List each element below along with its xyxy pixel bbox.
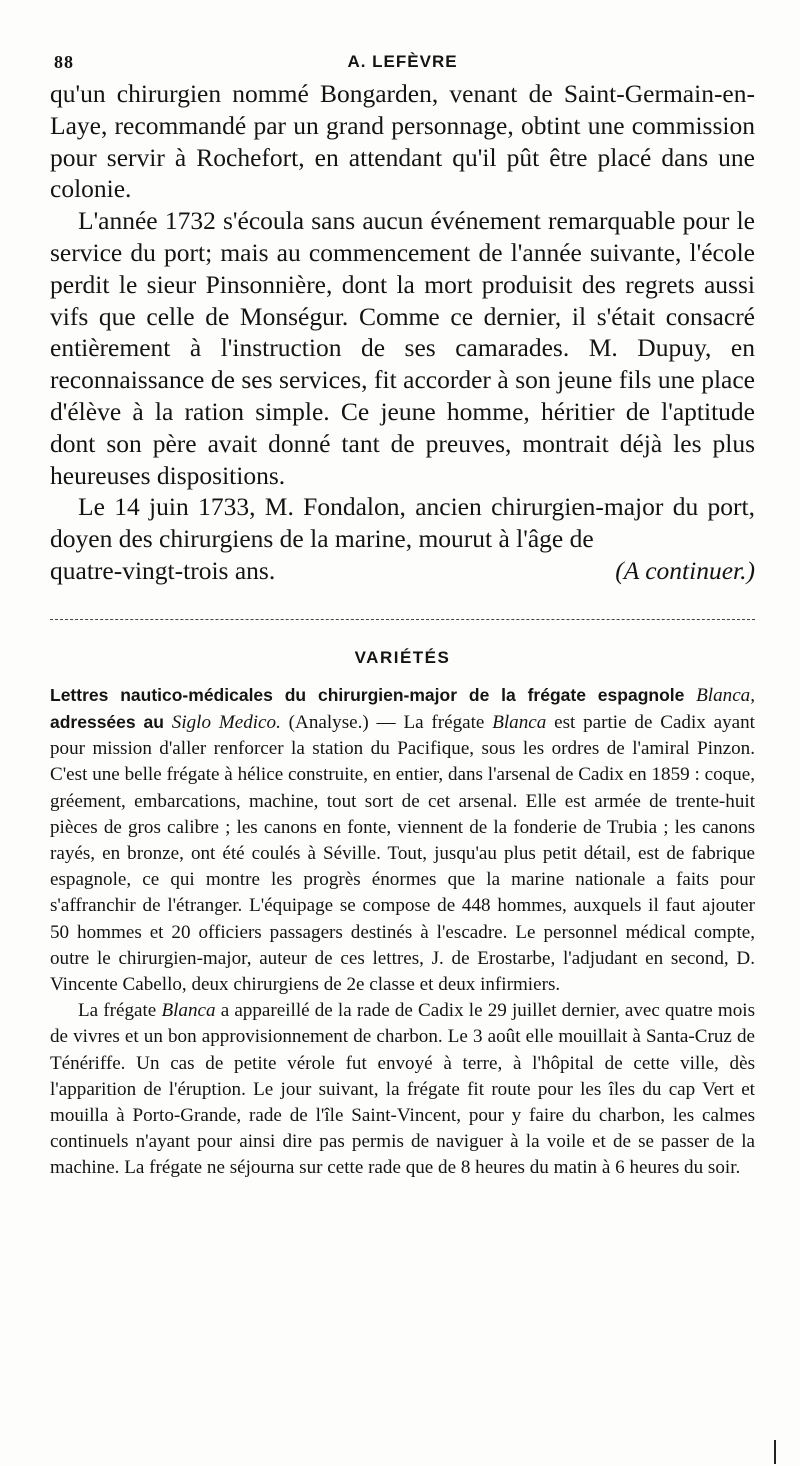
paragraph-1733 (50, 491, 755, 555)
section-title: VARIÉTÉS (354, 647, 451, 667)
ship-name: Blanca, (696, 684, 755, 706)
article-body (50, 78, 755, 587)
page-header (50, 46, 755, 78)
p2-text: a appareillé de la rade de Cadix le 29 juillet dernier, avec quatre mois de vivres et un bon approvisionnement de charbon. Le 3 août elle mouillait à Santa-Cruz de Ténériffe. Un cas de petite vérole fut envoyé à terre, à l'hôpital de cette ville, dès l'apparition de l'éruption. Le jour suivant, la frégate fit route pour les îles du cap Vert et mouilla à Porto-Grande, rade de l'île Saint-Vincent, pour y faire du charbon, les calmes continuels n'ayant pour ainsi dire pas permis de naviguer à la voile et de se passer de la machine. La frégate ne séjourna sur cette rade que de 8 heures du matin à 6 heures du soir. (50, 1000, 756, 1179)
paragraph-1732: L'année 1732 s'écoula sans aucun événement remarquable pour le service du port; mais au commencement de l'année suivante, l'école perdit le sieur Pinsonnière, dont la mort produisit des regrets aussi vifs que celle de Monségur. Comme ce dernier, il s'était consacré entièrement à l'instruction de ses camarades. M. Dupuy, en reconnaissance de ses services, fit accorder à son jeune fils une place d'élève à la ration simple. Ce jeune homme, héritier de l'aptitude dont son père avait donné tant de preuves, montrait déjà les plus heureuses dispositions. (50, 206, 755, 490)
article-heading-2: adressées au (50, 711, 164, 732)
running-title: A. LEFÈVRE (347, 52, 458, 71)
to-be-continued: (A continuer.) (615, 555, 755, 585)
paragraph-1733-last-line (50, 555, 755, 587)
page-number: 88 (54, 52, 74, 72)
margin-mark (774, 1440, 776, 1464)
varietes-paragraph-2 (50, 998, 755, 1181)
varietes-paragraph-1 (50, 682, 755, 998)
section-divider (50, 619, 755, 620)
book-page (50, 46, 755, 1182)
article-heading: Lettres nautico-médicales du chirurgien-major de la frégate espagnole (50, 684, 685, 705)
p1-text: est partie de Cadix ayant pour mission d'aller renforcer la station du Pacifique, sous les ordres de l'amiral Pinzon. C'est une belle frégate à hélice construite, en entier, dans l'arsenal de Cadix en 1859 : coque, gréement, embarcations, machine, tout sort de cet arsenal. Elle est armée de trente-huit pièces de gros calibre ; les canons en fonte, viennent de la fonderie de Trubia ; les canons rayés, en bronze, ont été coulés à Séville. Tout, jusqu'au plus petit détail, est de fabrique espagnole, ce qui montre les progrès énormes que la marine nationale a faits pour s'affranchir de l'étranger. L'équipage se compose de 448 hommes, auxquels il faut ajouter 50 hommes et 20 officiers passagers destinés à l'escadre. Le personnel médical compte, outre le chirurgien-major, auteur de ces lettres, J. de Erostarbe, l'adjudant en second, D. Vincente Cabello, deux chirurgiens de 2e classe et deux infirmiers. (50, 711, 755, 995)
paragraph-continued: qu'un chirurgien nommé Bongarden, venant de Saint-Germain-en-Laye, recommandé par un grand personnage, obtint une commission pour servir à Rochefort, en attendant qu'il pût être placé dans une colonie. (50, 79, 755, 204)
journal-name: Siglo Medico. (171, 711, 281, 733)
paragraph-1733-end: quatre-vingt-trois ans. (50, 555, 276, 585)
p2-start: La frégate (78, 1000, 157, 1022)
paragraph-1733-text: Le 14 juin 1733, M. Fondalon, ancien chirurgien-major du port, doyen des chirurgiens de la marine, mourut à l'âge de (50, 492, 755, 554)
p1-ship-name: Blanca (492, 711, 547, 733)
p2-ship-name: Blanca (161, 1000, 216, 1022)
varietes-body (50, 682, 755, 1182)
p1-start: La frégate (403, 711, 485, 733)
analysis-tag: (Analyse.) — (288, 711, 396, 733)
